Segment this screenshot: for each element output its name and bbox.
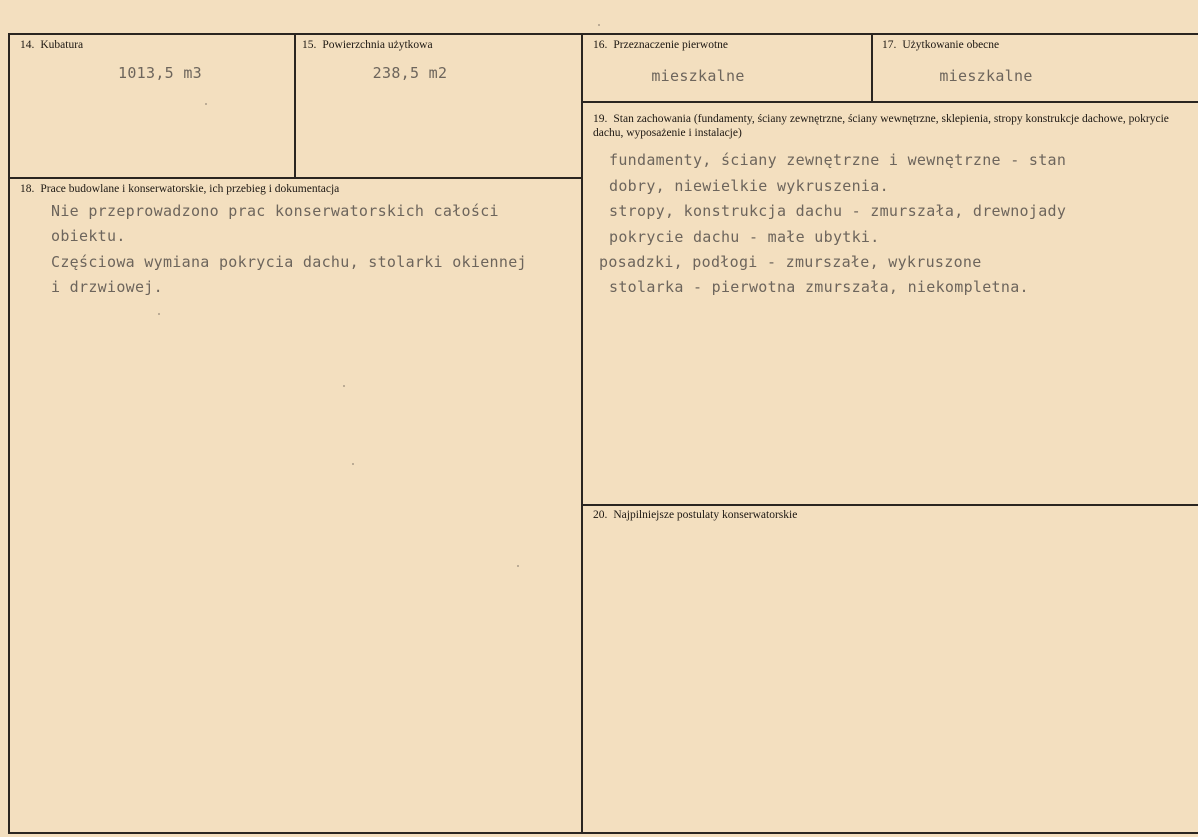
- paper-speck: [205, 103, 207, 105]
- field-18-line-1: Nie przeprowadzono prac konserwatorskich całości: [51, 202, 499, 220]
- field-19-label: 19. Stan zachowania (fundamenty, ściany zewnętrzne, ściany wewnętrzne, sklepienia, stropy konstrukcje dachowe, pokrycie dachu, wyposażenie i instalacje): [593, 113, 1169, 139]
- field-17-label: 17. Użytkowanie obecne: [882, 39, 1000, 51]
- postulates-divider: [583, 504, 1198, 506]
- divider-16-17: [871, 33, 873, 102]
- paper-speck: [352, 463, 354, 465]
- center-divider: [581, 33, 583, 834]
- field-19-line-5: posadzki, podłogi - zmurszałe, wykruszone: [599, 253, 982, 271]
- field-16-label: 16. Przeznaczenie pierwotne: [593, 39, 728, 51]
- field-14-value: 1013,5 m3: [118, 64, 202, 82]
- field-19-line-2: dobry, niewielkie wykruszenia.: [609, 177, 889, 195]
- divider-14-15: [294, 33, 296, 178]
- paper-speck: [343, 385, 345, 387]
- paper-speck: [517, 565, 519, 567]
- field-18-line-3: Częściowa wymiana pokrycia dachu, stolarki okiennej: [51, 253, 527, 271]
- field-18-label: 18. Prace budowlane i konserwatorskie, ich przebieg i dokumentacja: [20, 183, 340, 195]
- field-15-label: 15. Powierzchnia użytkowa: [302, 39, 433, 51]
- bottom-border: [8, 832, 1198, 834]
- field-17-value: mieszkalne: [939, 67, 1033, 85]
- top-border: [8, 33, 1198, 35]
- right-row-divider: [583, 101, 1198, 103]
- left-border: [8, 33, 10, 834]
- field-19-line-3: stropy, konstrukcja dachu - zmurszała, drewnojady: [609, 202, 1067, 220]
- field-18-line-4: i drzwiowej.: [51, 278, 163, 296]
- field-19-line-4: pokrycie dachu - małe ubytki.: [609, 228, 880, 246]
- field-19-line-1: fundamenty, ściany zewnętrzne i wewnętrzne - stan: [609, 151, 1067, 169]
- field-18-line-2: obiektu.: [51, 227, 126, 245]
- field-15-value: 238,5 m2: [372, 64, 448, 82]
- field-19-line-6: stolarka - pierwotna zmurszała, niekompletna.: [609, 278, 1029, 296]
- field-16-value: mieszkalne: [651, 67, 745, 85]
- paper-speck: [158, 313, 160, 315]
- paper-speck: [598, 24, 600, 26]
- field-14-label: 14. Kubatura: [20, 39, 84, 51]
- field-20-label: 20. Najpilniejsze postulaty konserwatorskie: [593, 509, 798, 521]
